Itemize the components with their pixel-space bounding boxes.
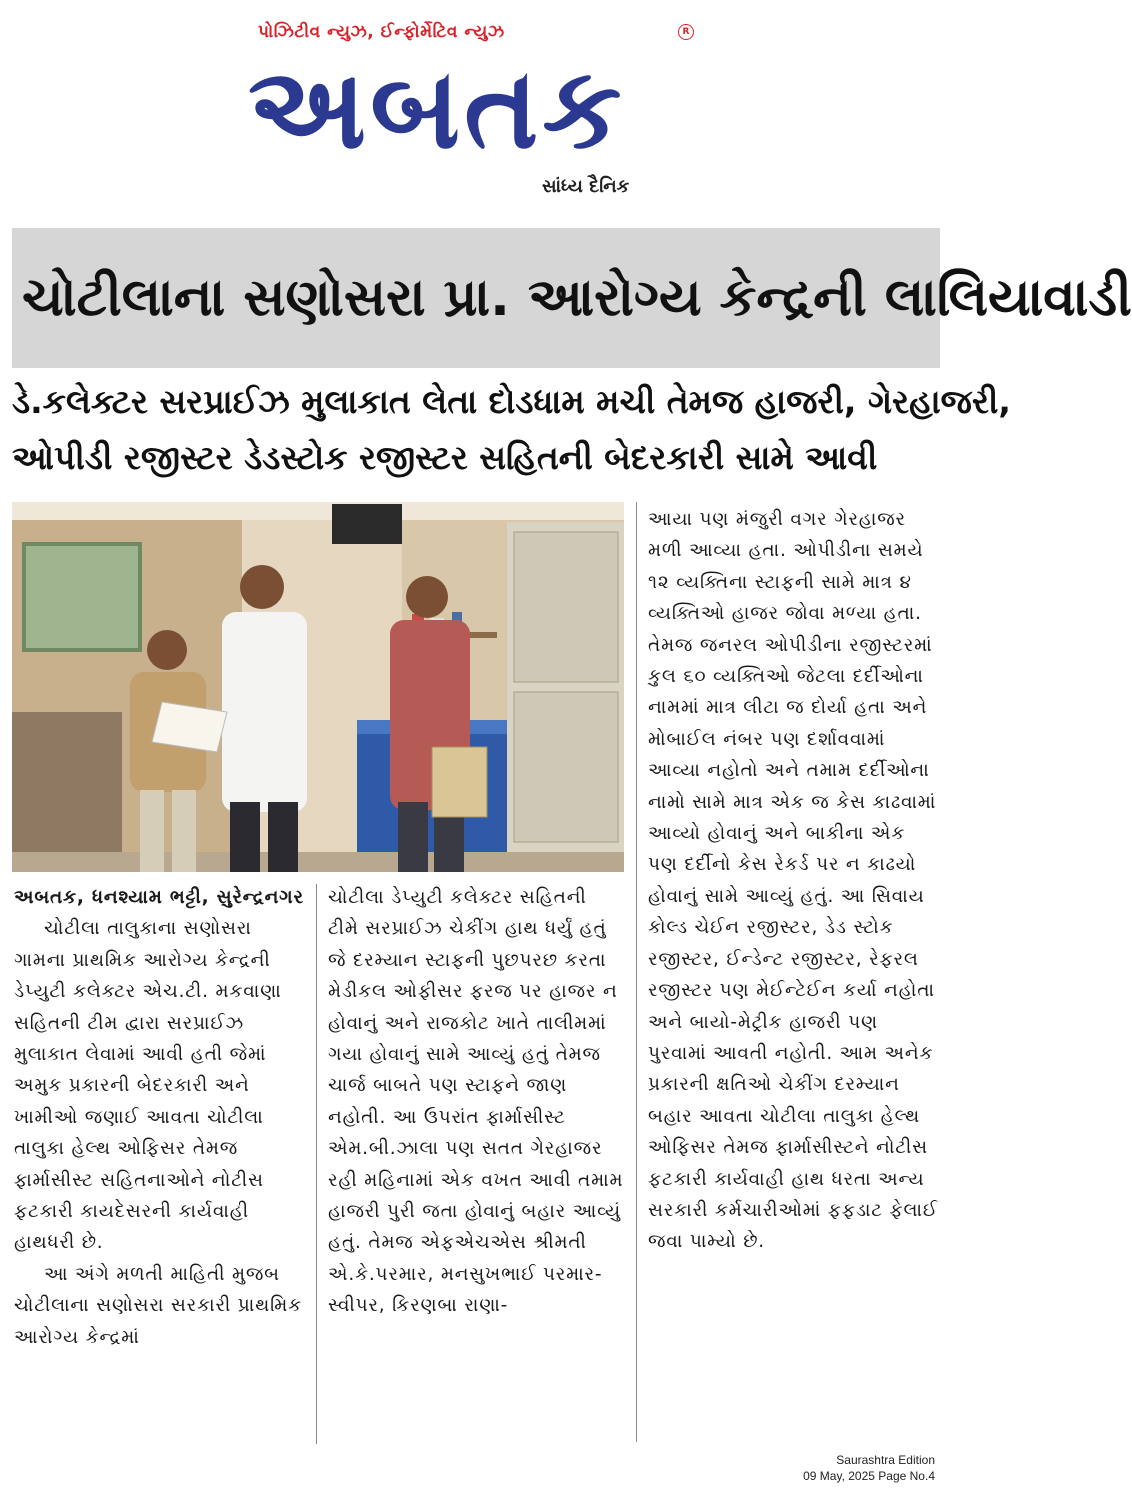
edition-label: Saurashtra Edition — [836, 1453, 935, 1467]
article-subheadline-line2: ઓપીડી રજીસ્ટર ડેડસ્ટોક રજીસ્ટર સહિતની બેદરકારી સામે આવી — [12, 438, 878, 477]
photo-illustration — [12, 502, 624, 872]
date-page-label: 09 May, 2025 Page No.4 — [803, 1469, 935, 1483]
column-divider — [636, 502, 637, 1442]
article-headline: ચોટીલાના સણોસરા પ્રા. આરોગ્ય કેન્દ્રની લાલિયાવાડી — [22, 268, 1132, 328]
article-column-3 — [648, 504, 940, 1258]
article-paragraph: આયા પણ મંજુરી વગર ગેરહાજર મળી આવ્યા હતા. ઓપીડીના સમયે ૧૨ વ્યક્તિના સ્ટાફની સામે માત્ર ૪ વ્યક્તિઓ હાજર જોવા મળ્યા હતા. તેમજ જનરલ ઓપીડીના રજીસ્ટરમાં કુલ ૬૦ વ્યક્તિઓ જેટલા દર્દીઓના નામમાં માત્ર લીટા જ દોર્યા હતા અને મોબાઈલ નંબર પણ દર્શાવવામાં આવ્યા નહોતો અને તમામ દર્દીઓના નામો સામે માત્ર એક જ કેસ કાઢવામાં આવ્યો હોવાનું અને બાકીના એક પણ દર્દીનો કેસ રેકર્ડ પર ન કાઢયો હોવાનું સામે આવ્યું હતું. આ સિવાય કોલ્ડ ચેઈન રજીસ્ટર, ડેડ સ્ટોક રજીસ્ટર, ઈન્ડેન્ટ રજીસ્ટર, રેફરલ રજીસ્ટર પણ મેઈન્ટેઈન કર્યા નહોતા અને બાયો-મેટ્રીક હાજરી પણ પુરવામાં આવતી નહોતી. આમ અનેક પ્રકારની ક્ષતિઓ ચેકીંગ દરમ્યાન બહાર આવતા ચોટીલા તાલુકા હેલ્થ ઓફિસર તેમજ ફાર્માસીસ્ટને નોટીસ ફટકારી કાર્યવાહી હાથ ધરતા અન્ય સરકારી કર્મચારીઓમાં ફફડાટ ફેલાઈ જવા પામ્યો છે. — [648, 509, 938, 1253]
article-paragraph: આ અંગે મળતી માહિતી મુજબ ચોટીલાના સણોસરા સરકારી પ્રાથમિક આરોગ્ય કેન્દ્રમાં — [14, 1263, 303, 1348]
headline-band — [12, 228, 1132, 368]
column-divider — [316, 884, 317, 1444]
masthead-subbrand: સાંધ્ય દૈનિક — [542, 176, 630, 197]
article-paragraph: ચોટીલા ડેપ્યુટી કલેક્ટર સહિતની ટીમે સરપ્રાઈઝ ચેકીંગ હાથ ધર્યું હતું જે દરમ્યાન સ્ટાફની પુછપરછ કરતા મેડીકલ ઓફીસર ફરજ પર હાજર ન હોવાનું અને રાજકોટ ખાતે તાલીમમાં ગયા હોવાનું સામે આવ્યું હતું તેમજ ચાર્જ બાબતે પણ સ્ટાફને જાણ નહોતી. આ ઉપરાંત ફાર્માસીસ્ટ એમ.બી.ઝાલા પણ સતત ગેરહાજર રહી મહિનામાં એક વખત આવી તમામ હાજરી પુરી જતા હોવાનું બહાર આવ્યું હતું. તેમજ એફએચએસ શ્રીમતી એ.કે.પરમાર, મનસુખભાઈ પરમાર-સ્વીપર, કિરણબા રાણા- — [328, 887, 624, 1317]
page-footer — [803, 1452, 935, 1484]
masthead — [230, 14, 710, 209]
article-column-1 — [14, 882, 304, 1353]
registered-mark-icon: R — [678, 24, 694, 40]
article-byline: અબતક, ધનશ્યામ ભટ્ટી, સુરેન્દ્રનગર — [14, 887, 304, 908]
newspaper-logo: અબતક — [248, 44, 626, 174]
article-column-2 — [328, 882, 624, 1322]
article-paragraph: ચોટીલા તાલુકાના સણોસરા ગામના પ્રાથમિક આરોગ્ય કેન્દ્રની ડેપ્યુટી કલેક્ટર એચ.ટી. મકવાણા સહિતની ટીમ દ્વારા સરપ્રાઈઝ મુલાકાત લેવામાં આવી હતી જેમાં અમુક પ્રકારની બેદરકારી અને ખામીઓ જણાઈ આવતા ચોટીલા તાલુકા હેલ્થ ઓફિસર તેમજ ફાર્માસીસ્ટ સહિતનાઓને નોટીસ ફટકારી કાયદેસરની કાર્યવાહી હાથધરી છે. — [14, 918, 282, 1254]
article-subheadline-line1: ડે.કલેક્ટર સરપ્રાઈઝ મુલાકાત લેતા દોડધામ મચી તેમજ હાજરી, ગેરહાજરી, — [12, 382, 1011, 421]
masthead-tagline: પોઝિટીવ ન્યુઝ, ઈન્ફોર્મેટિવ ન્યુઝ — [258, 22, 505, 42]
article-photo — [12, 502, 624, 872]
